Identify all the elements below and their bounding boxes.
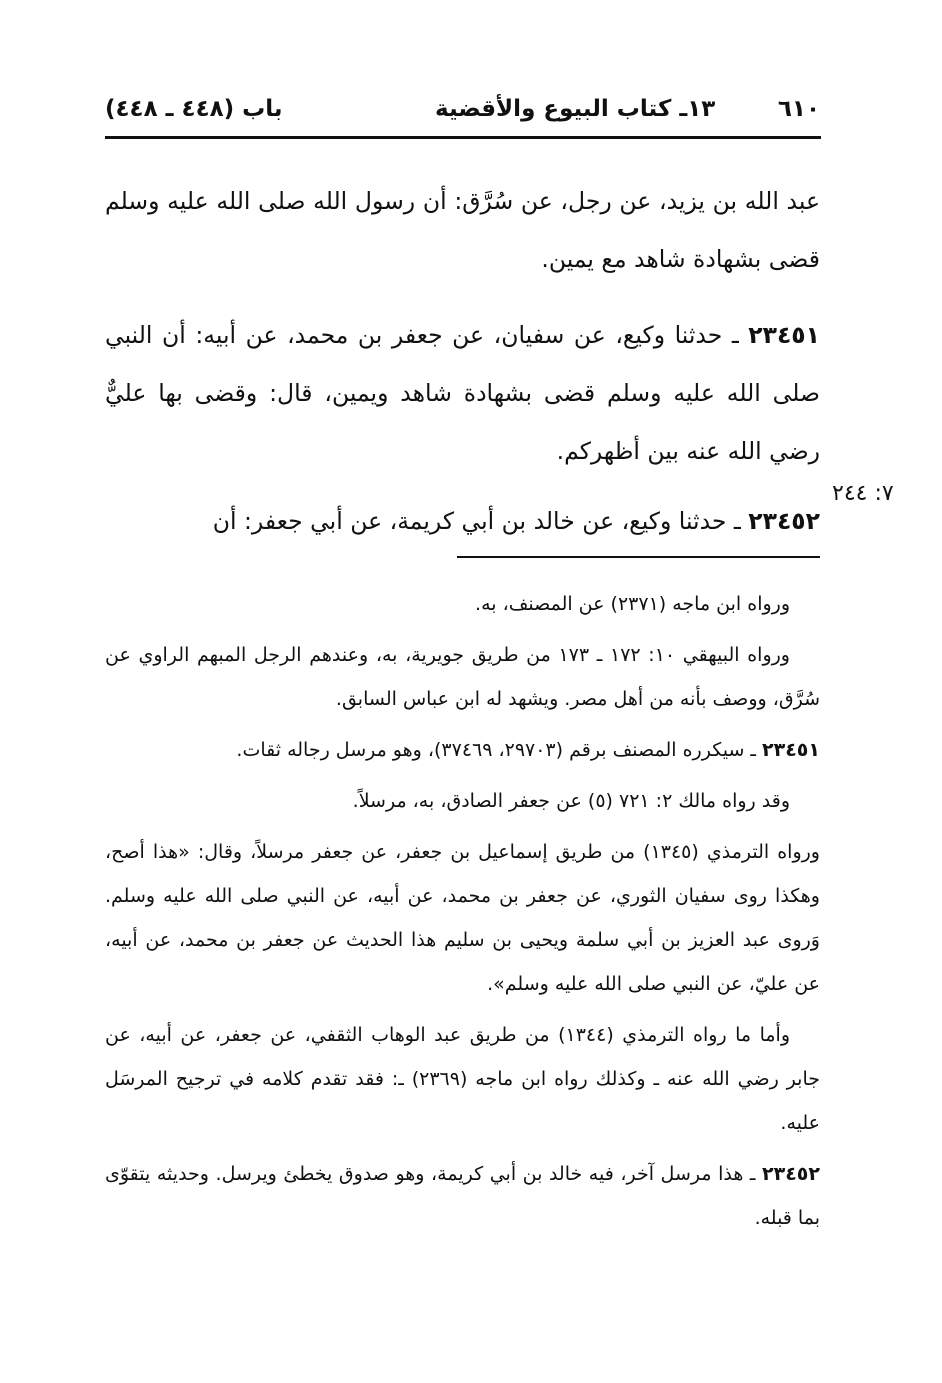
hadith-number: ٢٣٤٥١ bbox=[748, 321, 820, 349]
page-header bbox=[105, 92, 820, 126]
footnote-text: ـ سيكرره المصنف برقم (٢٩٧٠٣، ٣٧٤٦٩)، وهو مرسل رجاله ثقات. bbox=[236, 739, 763, 761]
hadith-23451 bbox=[105, 306, 820, 480]
main-text bbox=[105, 172, 820, 562]
footnotes bbox=[105, 582, 820, 1247]
footnote-number: ٢٣٤٥٢ bbox=[762, 1163, 820, 1185]
footnote-23452 bbox=[105, 1152, 820, 1240]
page-number: ٦١٠ bbox=[777, 96, 820, 122]
footnote-paragraph: وقد رواه مالك ٢: ٧٢١ (٥) عن جعفر الصادق، به، مرسلاً. bbox=[352, 790, 790, 812]
hadith-number: ٢٣٤٥٢ bbox=[748, 507, 820, 535]
footnote-text: ـ هذا مرسل آخر، فيه خالد بن أبي كريمة، وهو صدوق يخطئ ويرسل. وحديثه يتقوّى بما قبله. bbox=[105, 1163, 820, 1229]
hadith-text: ـ حدثنا وكيع، عن سفيان، عن جعفر بن محمد، عن أبيه: أن النبي صلى الله عليه وسلم قضى بشهادة شاهد ويمين، قال: وقضى بها عليٌّ رضي الله عنه بين أظهركم. bbox=[105, 321, 820, 465]
margin-reference: ٧: ٢٤٤ bbox=[832, 481, 894, 506]
book-title: ١٣ـ كتاب البيوع والأقضية bbox=[435, 96, 716, 122]
main-paragraph-1: عبد الله بن يزيد، عن رجل، عن سُرَّق: أن رسول الله صلى الله عليه وسلم قضى بشهادة شاهد مع يمين. bbox=[105, 187, 820, 273]
footnote-paragraph: وأما ما رواه الترمذي (١٣٤٤) من طريق عبد الوهاب الثقفي، عن جعفر، عن أبيه، عن جابر رضي الله عنه ـ وكذلك رواه ابن ماجه (٢٣٦٩) ـ: فقد تقدم كلامه في ترجيح المرسَل عليه. bbox=[105, 1024, 820, 1134]
footnote-number: ٢٣٤٥١ bbox=[762, 739, 820, 761]
header-rule bbox=[105, 136, 821, 139]
footnote-rule bbox=[457, 556, 820, 558]
footnote-23451 bbox=[105, 728, 820, 772]
footnote-paragraph: ورواه ابن ماجه (٢٣٧١) عن المصنف، به. bbox=[475, 593, 790, 615]
hadith-23452 bbox=[105, 492, 820, 550]
chapter-range: باب (٤٤٨ ـ ٤٤٨) bbox=[105, 96, 283, 122]
footnote-paragraph: ورواه البيهقي ١٠: ١٧٢ ـ ١٧٣ من طريق جويرية، به، وعندهم الرجل المبهم الراوي عن سُرَّق، ووصف بأنه من أهل مصر. ويشهد له ابن عباس السابق. bbox=[105, 644, 820, 710]
hadith-text: ـ حدثنا وكيع، عن خالد بن أبي كريمة، عن أبي جعفر: أن bbox=[212, 507, 749, 535]
footnote-paragraph: ورواه الترمذي (١٣٤٥) من طريق إسماعيل بن جعفر، عن جعفر مرسلاً، وقال: «هذا أصح، وهكذا روى سفيان الثوري، عن جعفر بن محمد، عن أبيه، عن النبي صلى الله عليه وسلم. وَروى عبد العزيز بن أبي سلمة ويحيى بن سليم هذا الحديث عن جعفر بن محمد، عن أبيه، عن عليّ، عن النبي صلى الله عليه وسلم». bbox=[105, 841, 820, 995]
